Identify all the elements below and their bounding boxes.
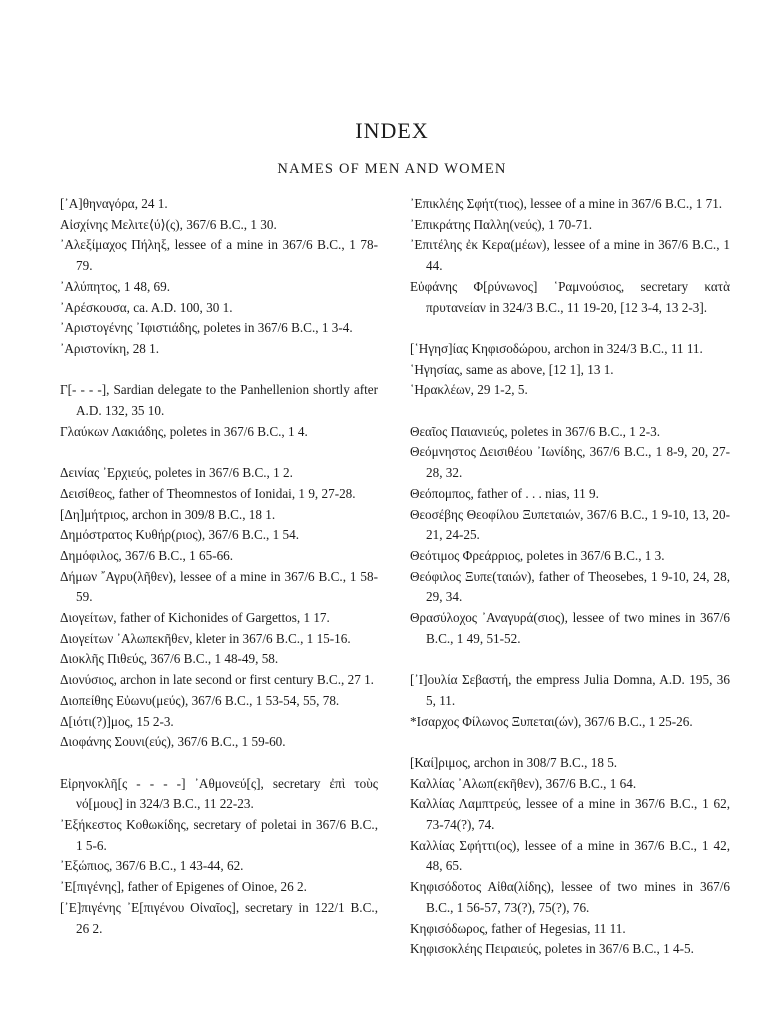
index-entry: [᾿Ε]πιγένης ᾿Ε[πιγένου Οἰναῖος], secretary in 122/1 B.C., 26 2. <box>60 899 378 936</box>
index-entry: Διοφάνης Σουνι(εύς), 367/6 B.C., 1 59-60. <box>60 734 286 750</box>
index-entry: Καλλίας Σφήττι(ος), lessee of a mine in 367/6 B.C., 1 42, 48, 65. <box>410 837 730 874</box>
index-entry: ᾿Εξώπιος, 367/6 B.C., 1 43-44, 62. <box>60 858 244 874</box>
index-entry: Δεισίθεος, father of Theomnestos of Ionidai, 1 9, 27-28. <box>60 485 356 501</box>
index-entry: ᾿Αριστονίκη, 28 1. <box>60 340 160 356</box>
index-entry: Δεινίας ᾿Ερχιεύς, poletes in 367/6 B.C., 1 2. <box>60 465 293 481</box>
index-entry: Δημόστρατος Κυθήρ(ριος), 367/6 B.C., 1 54. <box>60 527 300 543</box>
group-separator <box>410 649 730 670</box>
group-separator <box>60 442 378 463</box>
index-entry: Κηφισόδοτος Αἰθα(λίδης), lessee of two mines in 367/6 B.C., 1 56-57, 73(?), 75(?), 76. <box>410 879 730 915</box>
index-entry: Δημόφιλος, 367/6 B.C., 1 65-66. <box>60 547 234 563</box>
index-entry: Διοκλῆς Πιθεύς, 367/6 B.C., 1 48-49, 58. <box>60 651 279 667</box>
index-entry: Διονύσιος, archon in late second or first century B.C., 27 1. <box>60 672 374 688</box>
index-entry: ᾿Επικράτης Παλλη(νεύς), 1 70-71. <box>410 216 593 232</box>
index-entry: ᾿Ε[πιγένης], father of Epigenes of Oinoe, 26 2. <box>60 879 307 895</box>
index-entry: Θεοσέβης Θεοφίλου Ξυπεταιών, 367/6 B.C., 1 9-10, 13, 20-21, 24-25. <box>410 506 730 543</box>
index-entry: Διογείτων ᾿Αλωπεκῆθεν, kleter in 367/6 B.C., 1 15-16. <box>60 630 351 646</box>
index-entry: Γλαύκων Λακιάδης, poletes in 367/6 B.C., 1 4. <box>60 423 308 439</box>
index-entry: Θεαῖος Παιανιεύς, poletes in 367/6 B.C., 1 2-3. <box>410 423 661 439</box>
index-entry: Κηφισόδωρος, father of Hegesias, 11 11. <box>410 920 626 936</box>
index-entry: Κηφισοκλέης Πειραιεύς, poletes in 367/6 B.C., 1 4-5. <box>410 941 694 957</box>
index-entry: ᾿Αρέσκουσα, ca. A.D. 100, 30 1. <box>60 299 233 315</box>
index-entry: Δ[ιότι(?)]μος, 15 2-3. <box>60 713 174 729</box>
group-separator <box>60 753 378 774</box>
index-entry: [Δη]μήτριος, archon in 309/8 B.C., 18 1. <box>60 506 276 522</box>
index-entry: Διογείτων, father of Kichonides of Gargettos, 1 17. <box>60 610 330 626</box>
index-entry: ᾿Αριστογένης ᾿Ιφιστιάδης, poletes in 367/6 B.C., 1 3-4. <box>60 320 353 336</box>
index-entry: ᾿Επικλέης Σφήτ(τιος), lessee of a mine in 367/6 B.C., 1 71. <box>410 196 723 211</box>
index-entry: [᾿Α]θηναγόρα, 24 1. <box>60 196 168 211</box>
index-entry: ῾Ηρακλέων, 29 1-2, 5. <box>410 382 528 398</box>
index-entry: Θεόπομπος, father of . . . nias, 11 9. <box>410 485 599 501</box>
index-entry: Αἰσχίνης Μελιτε⟨ύ⟩(ς), 367/6 B.C., 1 30. <box>60 216 277 232</box>
index-entry: Εἰρηνοκλῆ[ς - - - -] ᾿Αθμονεύ[ς], secretary ἐπὶ τοὺς νό[μους] in 324/3 B.C., 11 22-23. <box>60 775 378 812</box>
index-entry: Θεότιμος Φρεάρριος, poletes in 367/6 B.C., 1 3. <box>410 547 665 563</box>
index-entry: Θεόμνηστος Δεισιθέου ᾿Ιωνίδης, 367/6 B.C., 1 8-9, 20, 27-28, 32. <box>410 444 730 481</box>
index-entry: Θρασύλοχος ᾿Αναγυρά(σιος), lessee of two mines in 367/6 B.C., 1 49, 51-52. <box>410 610 730 646</box>
index-entry: Καλλίας Λαμπτρεύς, lessee of a mine in 367/6 B.C., 1 62, 73-74(?), 74. <box>410 796 730 833</box>
section-heading: NAMES OF MEN AND WOMEN <box>277 161 507 177</box>
index-entry: ῾Ηγησίας, same as above, [12 1], 13 1. <box>410 361 614 377</box>
group-separator <box>60 360 378 381</box>
right-column <box>410 194 730 960</box>
index-entry: ᾿Αλεξίμαχος Πήληξ, lessee of a mine in 367/6 B.C., 1 78-79. <box>60 237 378 274</box>
group-separator <box>410 401 730 422</box>
index-entry: Δήμων ῎Αγρυ(λῆθεν), lessee of a mine in 367/6 B.C., 1 58-59. <box>60 568 378 605</box>
index-entry: ᾿Εξήκεστος Κοθωκίδης, secretary of poletai in 367/6 B.C., 1 5-6. <box>60 817 378 853</box>
index-entry: [Καί]ριμος, archon in 308/7 B.C., 18 5. <box>410 754 618 770</box>
index-entry: ᾿Αλύπητος, 1 48, 69. <box>60 278 171 294</box>
group-separator <box>410 732 730 753</box>
index-entry: Θεόφιλος Ξυπε(ταιών), father of Theosebes, 1 9-10, 24, 28, 29, 34. <box>410 568 730 605</box>
index-entry: Γ[- - - -], Sardian delegate to the Panhellenion shortly after A.D. 132, 35 10. <box>60 382 378 419</box>
index-entry: *Ισαρχος Φίλωνος Ξυπεται(ών), 367/6 B.C., 1 25-26. <box>410 713 693 729</box>
index-entry: ᾿Επιτέλης ἐκ Κερα(μέων), lessee of a mine in 367/6 B.C., 1 44. <box>410 237 730 274</box>
index-entry: Καλλίας ᾿Αλωπ(εκῆθεν), 367/6 B.C., 1 64. <box>410 775 637 791</box>
index-entry: Εὐφάνης Φ[ρύνωνος] ῾Ραμνούσιος, secretary κατὰ πρυτανείαν in 324/3 B.C., 11 19-20, [12 3-4, 13 2-3]. <box>410 278 730 315</box>
group-separator <box>410 318 730 339</box>
index-entry: Διοπείθης Εὐωνυ(μεύς), 367/6 B.C., 1 53-54, 55, 78. <box>60 692 340 708</box>
page-title: INDEX <box>355 118 429 143</box>
left-column <box>60 194 378 939</box>
index-entry: [῾Ηγησ]ίας Κηφισοδώρου, archon in 324/3 B.C., 11 11. <box>410 340 703 356</box>
index-entry: [᾿Ι]ουλία Σεβαστή, the empress Julia Domna, A.D. 195, 36 5, 11. <box>410 672 730 708</box>
